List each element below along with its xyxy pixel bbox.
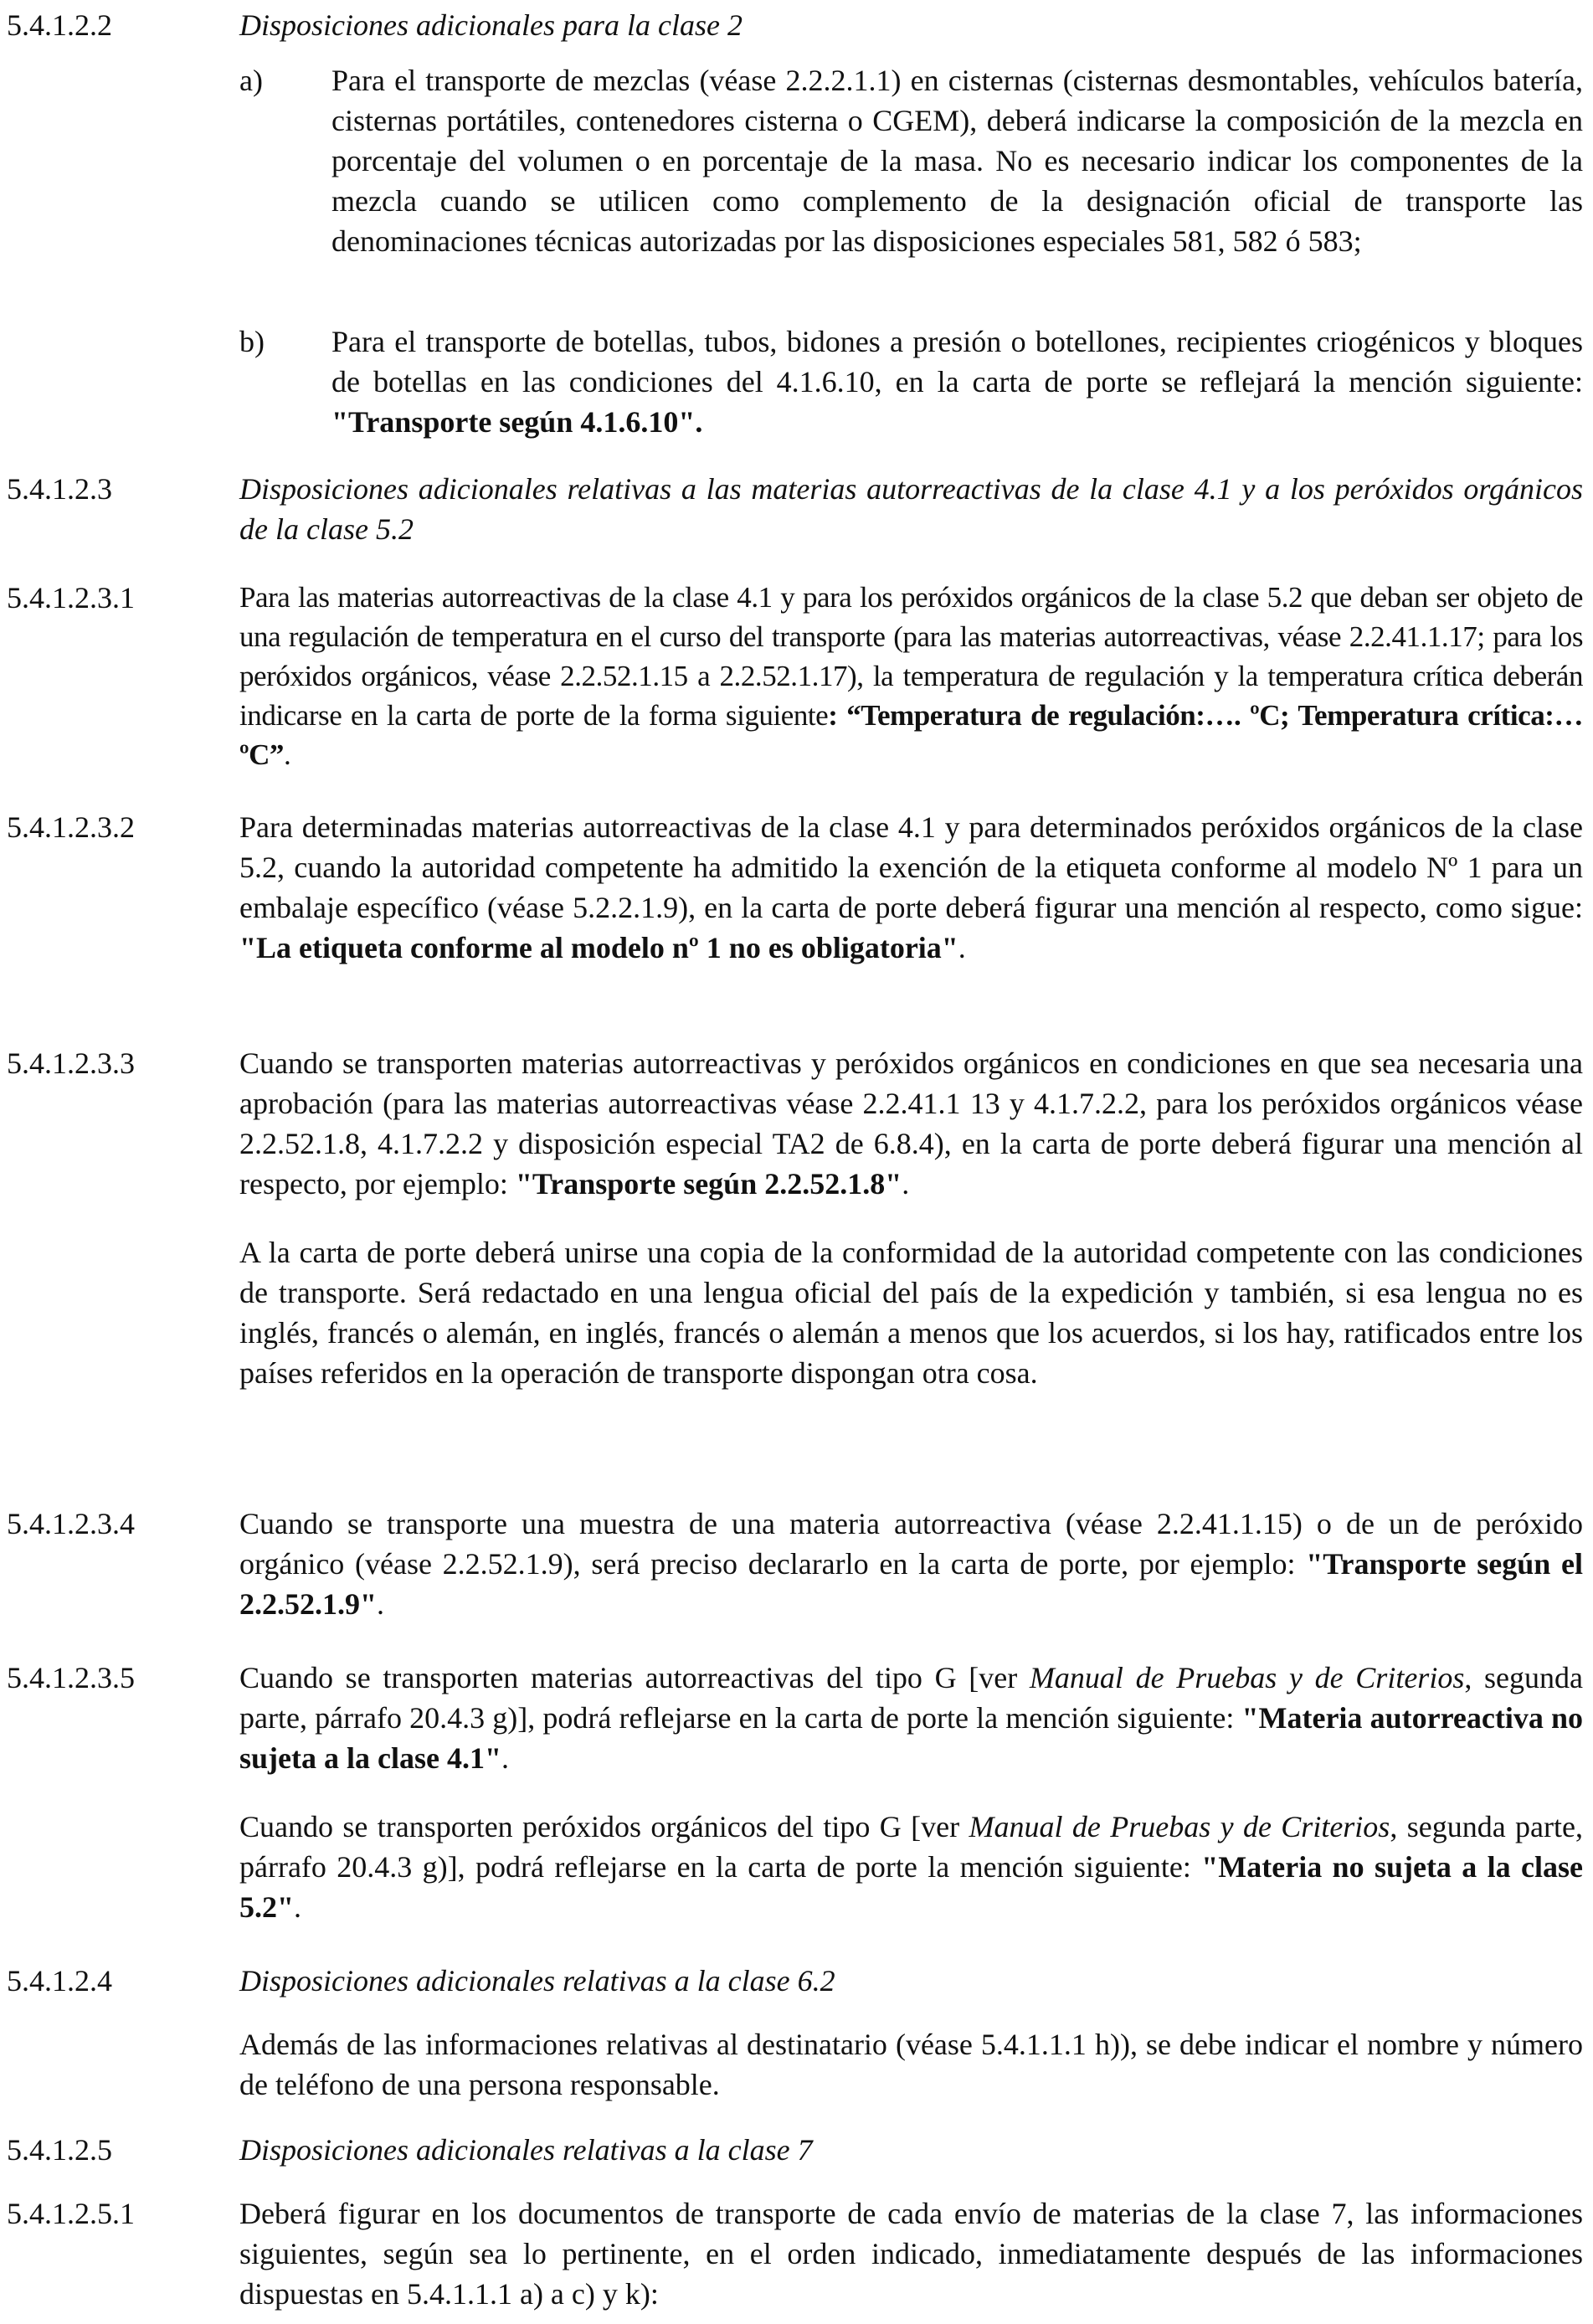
section-text [239,807,1583,968]
text-run: , segunda parte, párrafo 20.4.3 g)], podrá reflejarse en la carta de porte la mención siguiente: [239,1661,1583,1735]
section-number: 5.4.1.2.5.1 [7,2197,135,2230]
text-run: Cuando se transporten materias autorreactivas del tipo G [ver [239,1661,1030,1694]
section-text-body: Cuando se transporten materias autorreactivas y peróxidos orgánicos en condiciones en que sea necesaria una aprobación (para las materias autorreactivas véase 2.2.41.1 13 y 4.1.7.2.2, para los peróxidos orgánicos véase 2.2.52.1.8, 4.1.7.2.2 y disposición especial TA2 de 6.8.4), en la carta de porte deberá figurar una mención al respecto, por ejemplo: [239,1046,1583,1201]
text-run: , segunda parte, párrafo 20.4.3 g)], podrá reflejarse en la carta de porte la mención siguiente: [239,1810,1583,1884]
section-number: 5.4.1.2.3.4 [7,1507,135,1540]
section-text: Deberá figurar en los documentos de transporte de cada envío de materias de la clase 7, las informaciones siguientes, según sea lo pertinente, en el orden indicado, inmediatamente después de las informaciones dispuestas en 5.4.1.1.1 a) a c) y k): [239,2197,1583,2311]
bold-run: "Materia autorreactiva no sujeta a la clase 4.1" [239,1701,1584,1775]
section-number: 5.4.1.2.2 [7,8,112,42]
section-heading: Disposiciones adicionales relativas a la clase 6.2 [239,1964,835,1998]
section-heading: Disposiciones adicionales relativas a la clase 7 [239,2133,813,2167]
bold-run: "Materia no sujeta a la clase 5.2" [239,1850,1584,1924]
section-heading: Disposiciones adicionales para la clase 2 [239,8,743,42]
section-text-body: Para las materias autorreactivas de la clase 4.1 y para los peróxidos orgánicos de la clase 5.2 que deban ser objeto de una regulación de temperatura en el curso del transporte (para las materias autorreactivas, véase 2.2.41.1.17; para los peróxidos orgánicos, véase 2.2.52.1.15 a 2.2.52.1.17), la temperatura de regulación y la temperatura crítica deberán indicarse en la carta de porte de la forma siguiente [239,581,1583,732]
item-letter: b) [239,325,265,358]
section-text [239,578,1583,774]
section-text-bold: "Transporte según el 2.2.52.1.9" [239,1547,1583,1621]
section-text-tail: . [958,931,966,964]
section-text-tail: . [902,1167,910,1201]
item-letter: a) [239,64,263,97]
italic-run: Manual de Pruebas y de Criterios [1029,1661,1465,1694]
item-text: Para el transporte de mezclas (véase 2.2.2.1.1) en cisternas (cisternas desmontables, vehículos batería, cisternas portátiles, contenedores cisterna o CGEM), deberá indicarse la composición de la mezcla en porcentaje del volumen o en porcentaje de la masa. No es necesario indicar los componentes de la mezcla cuando se utilicen como complemento de la designación oficial de transporte las denominaciones técnicas autorizadas por las disposiciones especiales 581, 582 ó 583; [331,64,1583,258]
section-number: 5.4.1.2.3.2 [7,810,135,844]
section-text-paragraph-2: A la carta de porte deberá unirse una copia de la conformidad de la autoridad competente con las condiciones de transporte. Será redactado en una lengua oficial del país de la expedición y también, si esa lengua no es inglés, francés o alemán, en inglés, francés o alemán a menos que los acuerdos, si los hay, ratificados entre los países referidos en la operación de transporte dispongan otra cosa. [239,1236,1583,1390]
text-run: . [501,1741,509,1775]
text-run: Cuando se transporten peróxidos orgánicos del tipo G [ver [239,1810,969,1843]
section-number: 5.4.1.2.3.1 [7,581,135,614]
section-text-body: Cuando se transporte una muestra de una materia autorreactiva (véase 2.2.41.1.15) o de un de peróxido orgánico (véase 2.2.52.1.9), será preciso declararlo en la carta de porte, por ejemplo: [239,1507,1583,1581]
section-text-bold: : “Temperatura de regulación:…. ºC; Temperatura crítica:… ºC” [239,699,1583,771]
section-text [239,1043,1583,1204]
section-text-paragraph-1 [239,1658,1583,1778]
section-number: 5.4.1.2.3 [7,472,112,506]
item-text-body: Para el transporte de botellas, tubos, bidones a presión o botellones, recipientes criogénicos y bloques de botellas en las condiciones del 4.1.6.10, en la carta de porte se reflejará la mención siguiente: [331,325,1583,398]
section-text-tail: . [377,1587,384,1621]
section-text-bold: "Transporte según 2.2.52.1.8" [515,1167,902,1201]
section-number: 5.4.1.2.4 [7,1964,112,1998]
section-number: 5.4.1.2.3.5 [7,1661,135,1694]
item-text [331,321,1583,442]
section-number: 5.4.1.2.3.3 [7,1046,135,1080]
section-text-tail: . [283,738,291,771]
section-text: Además de las informaciones relativas al destinatario (véase 5.4.1.1.1 h)), se debe indicar el nombre y número de teléfono de una persona responsable. [239,2028,1583,2101]
section-text [239,1504,1583,1624]
section-number: 5.4.1.2.5 [7,2133,112,2167]
item-text-bold: "Transporte según 4.1.6.10". [331,405,703,439]
section-heading: Disposiciones adicionales relativas a las materias autorreactivas de la clase 4.1 y a los peróxidos orgánicos de la clase 5.2 [239,472,1583,546]
italic-run: Manual de Pruebas y de Criterios [969,1810,1390,1843]
section-text-paragraph-2 [239,1807,1583,1927]
section-text-bold: "La etiqueta conforme al modelo nº 1 no es obligatoria" [239,931,958,964]
text-run: . [294,1890,301,1924]
section-text-body: Para determinadas materias autorreactivas de la clase 4.1 y para determinados peróxidos orgánicos de la clase 5.2, cuando la autoridad competente ha admitido la exención de la etiqueta conforme al modelo Nº 1 para un embalaje específico (véase 5.2.2.1.9), en la carta de porte deberá figurar una mención al respecto, como sigue: [239,810,1583,924]
